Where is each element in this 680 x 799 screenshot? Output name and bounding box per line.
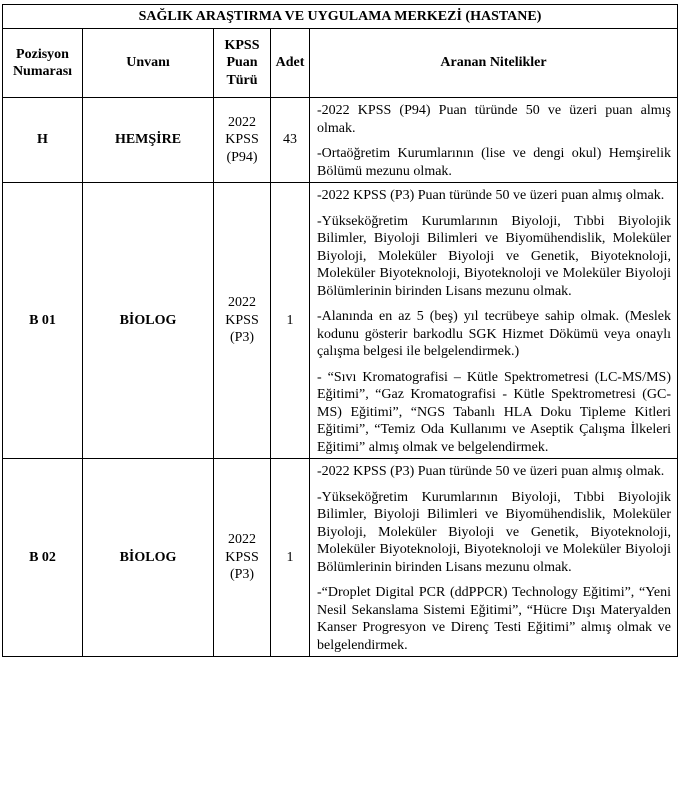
table-title: SAĞLIK ARAŞTIRMA VE UYGULAMA MERKEZİ (HASTANE) [3, 5, 678, 29]
header-position-no: Pozisyon Numarası [3, 29, 83, 98]
requirement-item: -Yükseköğretim Kurumlarının Biyoloji, Tıbbi Biyolojik Bilimler, Biyoloji Bilimleri ve Biyomühendislik, Moleküler Biyoloji, Moleküler Biyoloji ve Genetik, Biyoteknoloji, Moleküler Biyoteknoloji, Biyoteknoloji ve Moleküler Biyoloji Bölümlerinin birinden Lisans mezunu olmak. [317, 489, 671, 575]
header-row [3, 29, 678, 98]
requirement-item: -2022 KPSS (P3) Puan türünde 50 ve üzeri puan almış olmak. [317, 464, 665, 479]
position-count: 1 [271, 459, 310, 657]
requirement-item: -“Droplet Digital PCR (ddPPCR) Technology Eğitimi”, “Yeni Nesil Sekanslama Sistemi Eğitimi”, “Hücre Dışı Materyalden Kanser Progresyon ve Direnç Testi Eğitimi” almış olmak ve belgelendirmek. [317, 585, 671, 653]
header-count: Adet [271, 29, 310, 98]
kpss-type: 2022 KPSS (P94) [214, 98, 271, 183]
requirement-item: -Ortaöğretim Kurumlarının (lise ve dengi okul) Hemşirelik Bölümü mezunu olmak. [317, 146, 671, 179]
header-title: Unvanı [83, 29, 214, 98]
position-count: 43 [271, 98, 310, 183]
positions-table [2, 4, 678, 657]
table-row [3, 459, 678, 657]
requirement-item: -Yükseköğretim Kurumlarının Biyoloji, Tıbbi Biyolojik Bilimler, Biyoloji Bilimleri ve Biyomühendislik, Moleküler Biyoloji, Moleküler Biyoloji ve Genetik, Biyoteknoloji, Moleküler Biyoteknoloji, Biyoteknoloji ve Moleküler Biyoloji Bölümlerinin birinden Lisans mezunu olmak. [317, 213, 671, 299]
requirements-cell [310, 98, 678, 183]
kpss-type: 2022 KPSS (P3) [214, 459, 271, 657]
requirements-cell [310, 183, 678, 459]
position-number: B 02 [3, 459, 83, 657]
header-requirements: Aranan Nitelikler [310, 29, 678, 98]
position-count: 1 [271, 183, 310, 459]
requirements-cell [310, 459, 678, 657]
requirement-item: -Alanında en az 5 (beş) yıl tecrübeye sahip olmak. (Meslek kodunu gösterir barkodlu SGK Hizmet Dökümü veya onaylı çalışma belgesi ile belgelendirmek.) [317, 309, 671, 359]
requirement-item: -2022 KPSS (P94) Puan türünde 50 ve üzeri puan almış olmak. [317, 103, 671, 136]
position-number: B 01 [3, 183, 83, 459]
table-row [3, 98, 678, 183]
position-number: H [3, 98, 83, 183]
table-row [3, 183, 678, 459]
requirement-item: -2022 KPSS (P3) Puan türünde 50 ve üzeri puan almış olmak. [317, 188, 665, 203]
requirement-item: - “Sıvı Kromatografisi – Kütle Spektrometresi (LC-MS/MS) Eğitimi”, “Gaz Kromatografisi - Kütle Spektrometresi (GC-MS) Eğitimi”, “NGS Tabanlı HLA Doku Tipleme Kitleri Eğitimi”, “Temiz Oda Kullanımı ve Aseptik Çalışma İlkeleri Eğitimi” almış olmak ve belgelendirmek. [317, 369, 671, 455]
position-title: HEMŞİRE [83, 98, 214, 183]
kpss-type: 2022 KPSS (P3) [214, 183, 271, 459]
header-kpss: KPSS Puan Türü [214, 29, 271, 98]
position-title: BİOLOG [83, 183, 214, 459]
position-title: BİOLOG [83, 459, 214, 657]
